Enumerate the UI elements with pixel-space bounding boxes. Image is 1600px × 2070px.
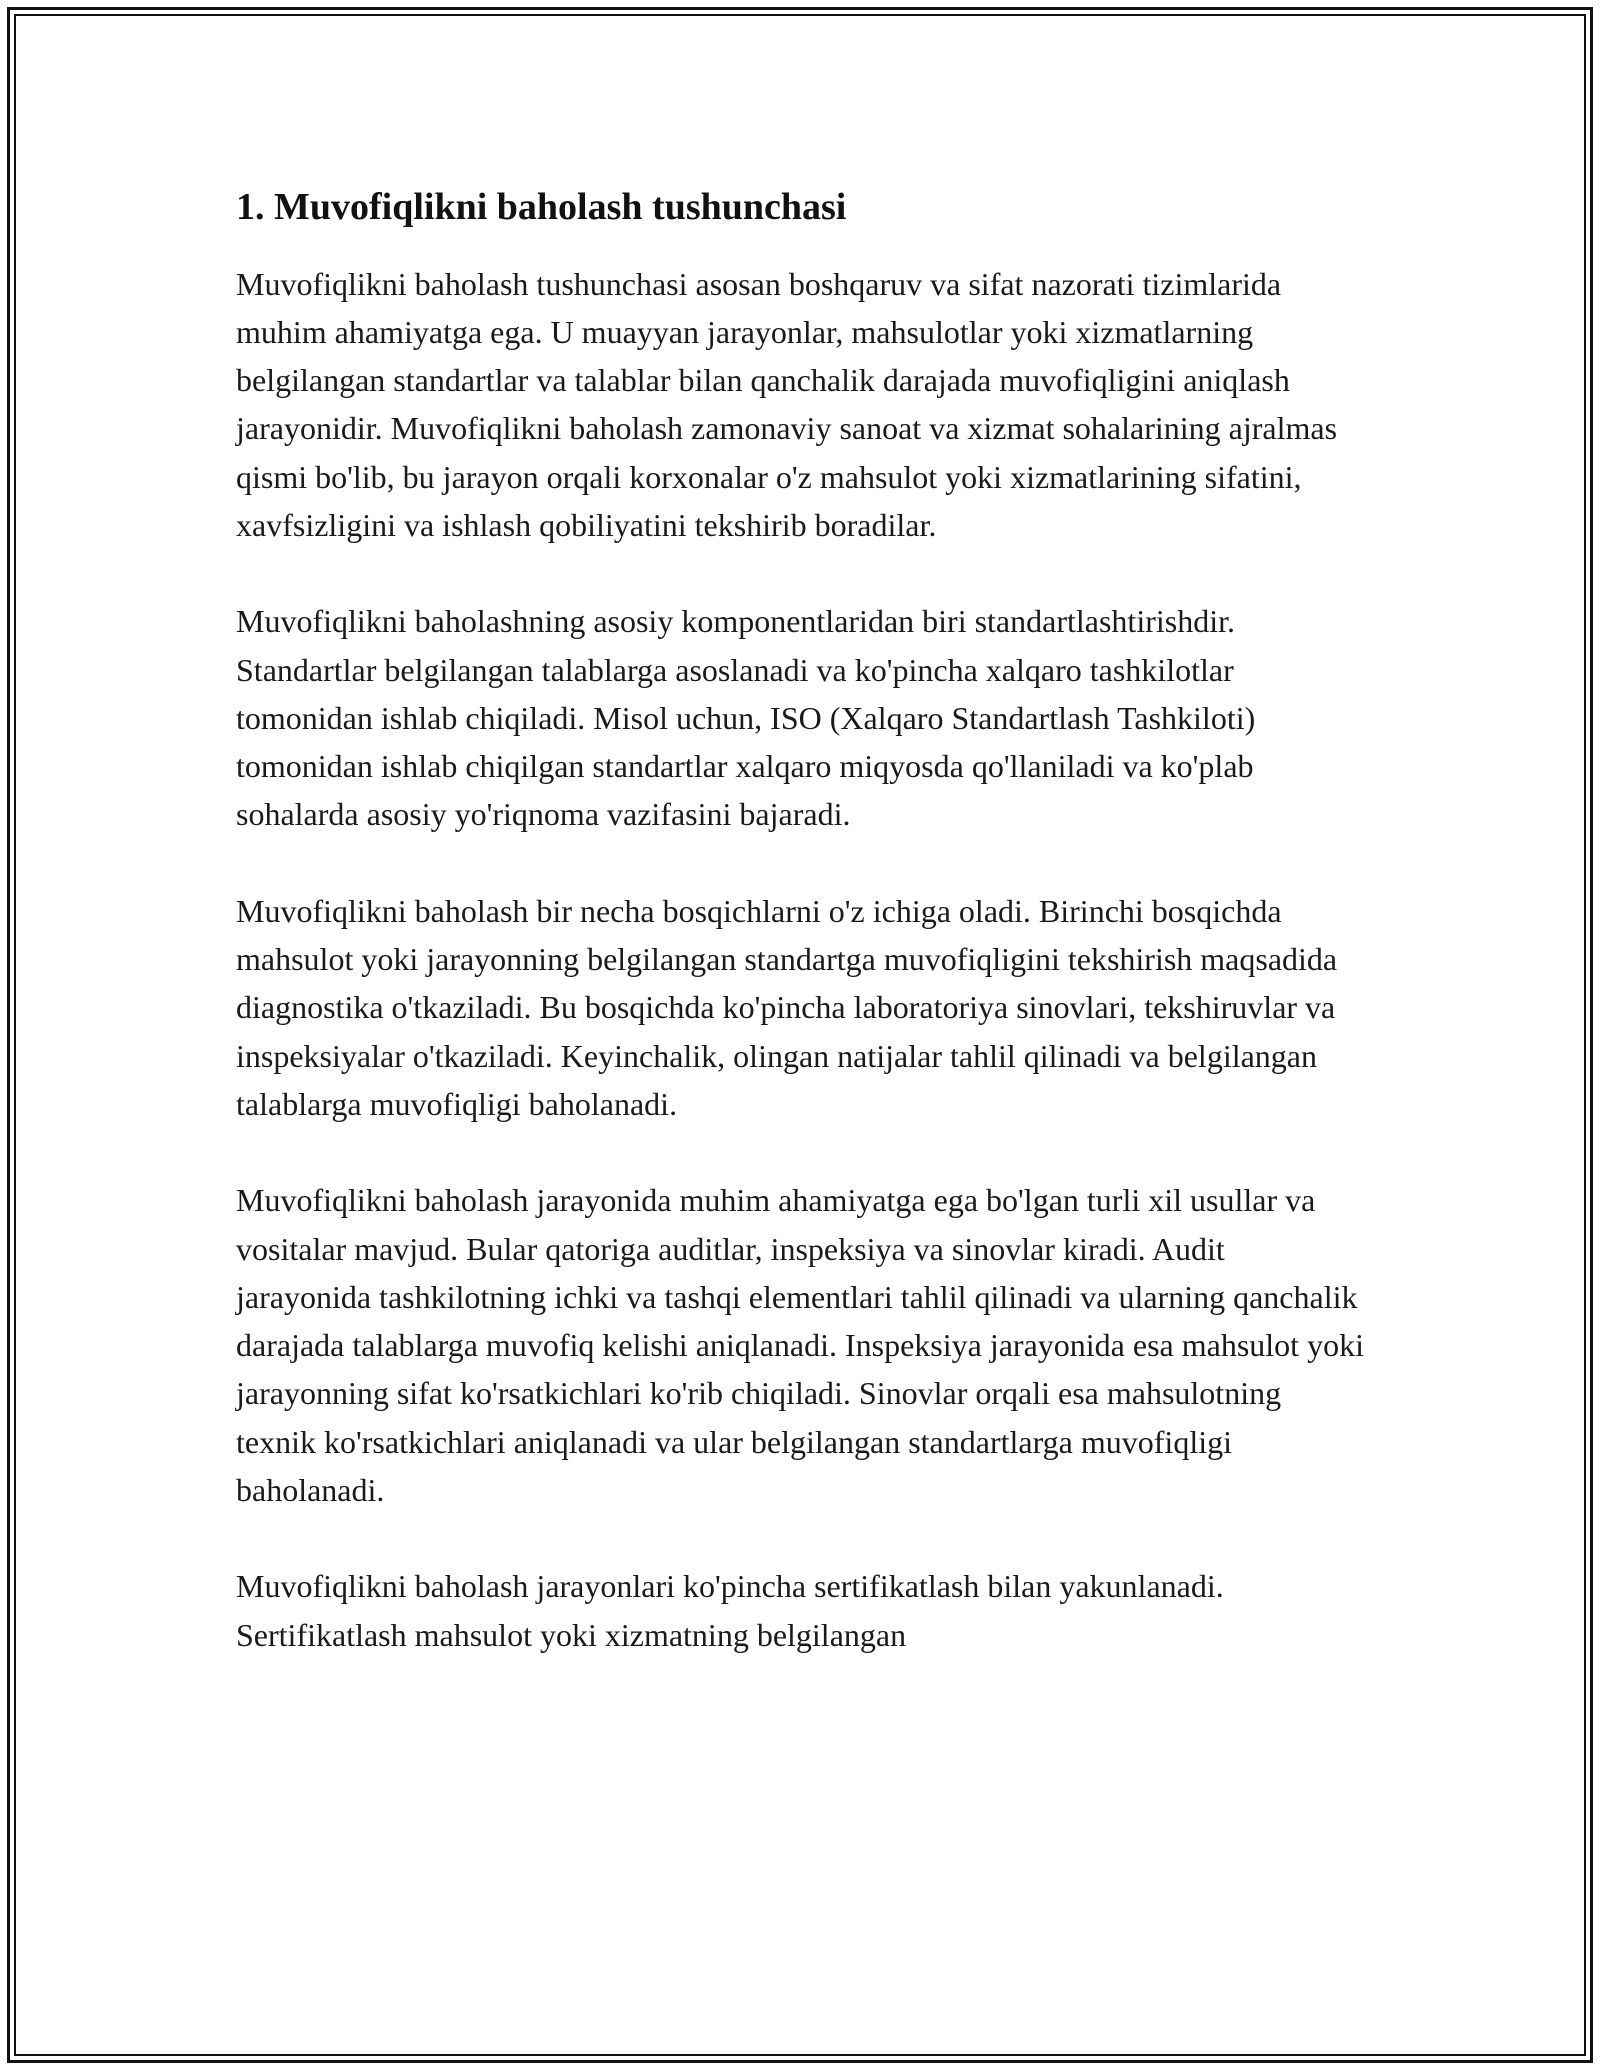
paragraph-3: Muvofiqlikni baholash bir necha bosqichlarni o'z ichiga oladi. Birinchi bosqichda mahsulot yoki jarayonning belgilangan standartga muvofiqligini tekshirish maqsadida diagnostika o'tkaziladi. Bu bosqichda ko'pincha laboratoriya sinovlari, tekshiruvlar va inspeksiyalar o'tkaziladi. Keyinchalik, olingan natijalar tahlil qilinadi va belgilangan talablarga muvofiqligi baholanadi. xyxy=(236,892,1338,1122)
document-body xyxy=(236,184,1366,1707)
paragraph-5: Muvofiqlikni baholash jarayonlari ko'pincha sertifikatlash bilan yakunlanadi. Sertifikatlash mahsulot yoki xizmatning belgilangan xyxy=(236,1568,1224,1653)
paragraph-2: Muvofiqlikni baholashning asosiy komponentlaridan biri standartlashtirishdir. Standartlar belgilangan talablarga asoslanadi va ko'pincha xalqaro tashkilotlar tomonidan ishlab chiqiladi. Misol uchun, ISO (Xalqaro Standartlash Tashkiloti) tomonidan ishlab chiqilgan standartlar xalqaro miqyosda qo'llaniladi va ko'plab sohalarda asosiy yo'riqnoma vazifasini bajaradi. xyxy=(236,603,1256,833)
paragraph-4: Muvofiqlikni baholash jarayonida muhim ahamiyatga ega bo'lgan turli xil usullar va vositalar mavjud. Bular qatoriga auditlar, inspeksiya va sinovlar kiradi. Audit jarayonida tashkilotning ichki va tashqi elementlari tahlil qilinadi va ularning qanchalik darajada talablarga muvofiq kelishi aniqlanadi. Inspeksiya jarayonida esa mahsulot yoki jarayonning sifat ko'rsatkichlari ko'rib chiqiladi. Sinovlar orqali esa mahsulotning texnik ko'rsatkichlari aniqlanadi va ular belgilangan standartlarga muvofiqligi baholanadi. xyxy=(236,1182,1364,1509)
section-heading: 1. Muvofiqlikni baholash tushunchasi xyxy=(236,186,847,228)
paragraph-1: Muvofiqlikni baholash tushunchasi asosan boshqaruv va sifat nazorati tizimlarida muhim ahamiyatga ega. U muayyan jarayonlar, mahsulotlar yoki xizmatlarning belgilangan standartlar va talablar bilan qanchalik darajada muvofiqligini aniqlash jarayonidir. Muvofiqlikni baholash zamonaviy sanoat va xizmat sohalarining ajralmas qismi bo'lib, bu jarayon orqali korxonalar o'z mahsulot yoki xizmatlarining sifatini, xavfsizligini va ishlash qobiliyatini tekshirib boradilar. xyxy=(236,265,1338,543)
